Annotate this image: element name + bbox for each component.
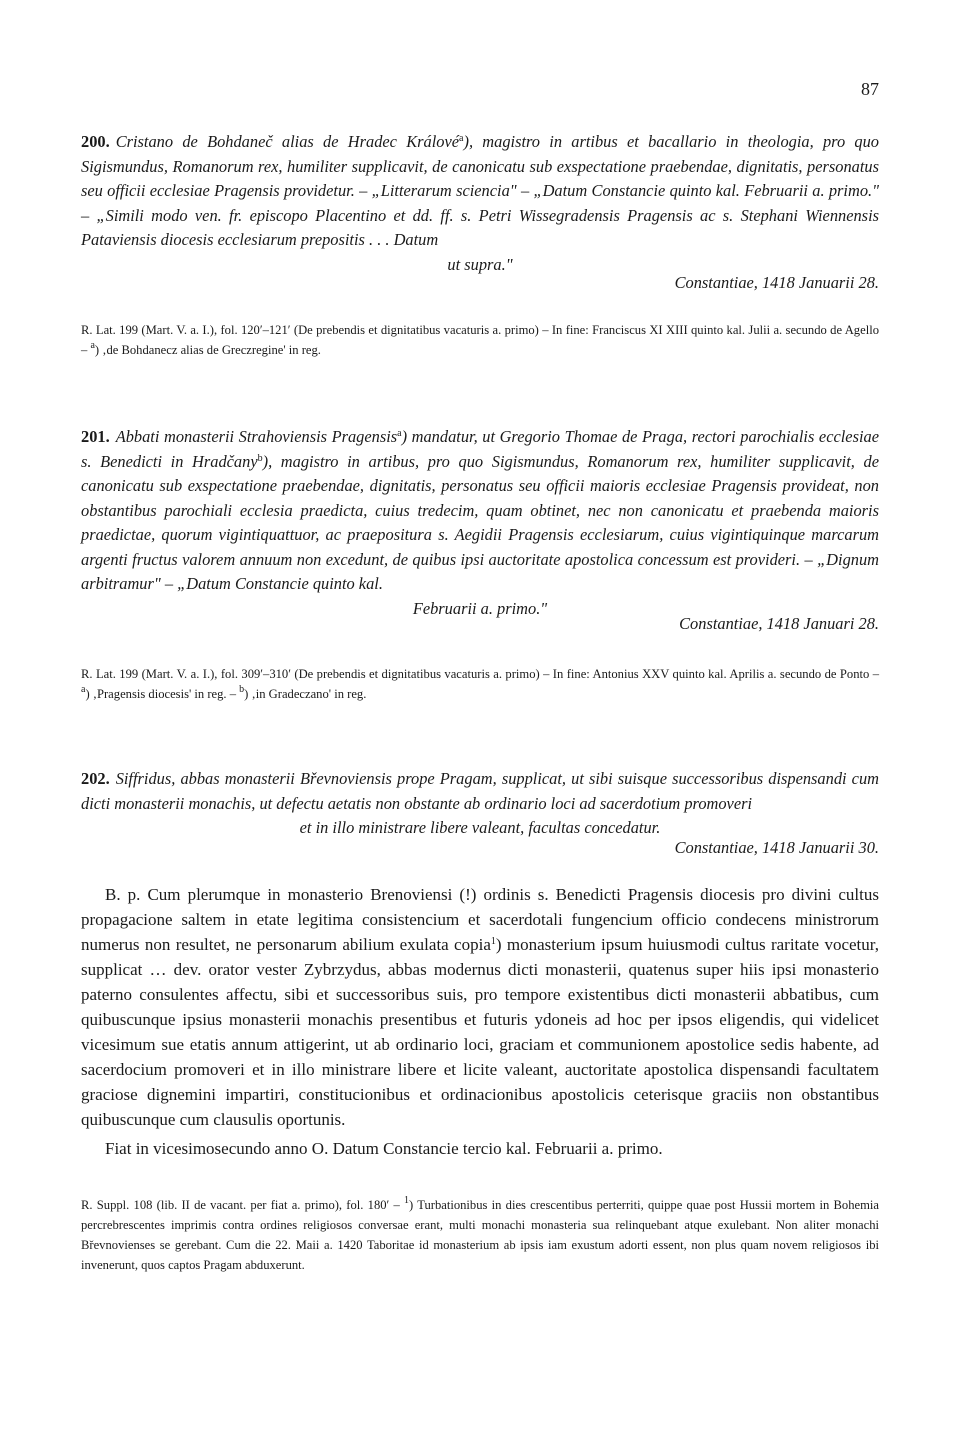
apparatus-text: R. Suppl. 108 (lib. II de vacant. per fiat a. primo), fol. 180′ – (81, 1198, 405, 1212)
entry-text: ), magistro in artibus et bacallario in theologia, pro quo Sigismundus, Romanorum rex, humiliter supplicavit, de canonicatu sub exspectatione praebendae, dignitatis, personatus seu officii ecclesiae Pragensis providetur. – „Litterarum sciencia" – „Datum Constancie quinto kal. Februarii a. primo." – „Simili modo ven. fr. episcopo Placentino et dd. ff. s. Petri Wissegradensis Pragensis ac s. Stephani Wiennensis Pataviensis diocesis ecclesiarum prepositis . . . Datum (81, 132, 879, 249)
body-text: B. p. Cum plerumque in monasterio Brenoviensi (!) ordinis s. Benedicti Pragensis diocesis pro divini cultus propagacione saltem in etate legitima consistencium et sacerdotali fungencium officio condecens ministrorum numerus non resultet, ne personarum abilium exulata copia (81, 885, 879, 954)
entry-200-apparatus (81, 320, 879, 360)
entry-text: Cristano de Bohdaneč alias de Hradec Králové (115, 132, 460, 151)
entry-202-date: Constantiae, 1418 Januarii 30. (674, 838, 879, 857)
entry-200-heading (81, 130, 879, 277)
footnote-marker: 1 (404, 1195, 410, 1206)
entry-text: Siffridus, abbas monasterii Břevnoviensis prope Pragam, supplicat, ut sibi suisque successoribus dispensandi cum dicti monasterii monachis, ut defectu aetatis non obstante ab ordinario loci ad sacerdotium promoveri (81, 769, 879, 813)
footnote-marker: a (459, 133, 464, 144)
entry-text: Abbati monasterii Strahoviensis Pragensis (115, 427, 398, 446)
entry-number: 202. (81, 769, 110, 788)
footnote-marker: a (81, 684, 86, 695)
entry-201-date: Constantiae, 1418 Januari 28. (679, 614, 879, 633)
entry-200-date: Constantiae, 1418 Januarii 28. (674, 273, 879, 292)
footnote-marker: a (90, 340, 95, 351)
entry-text: ), magistro in artibus, pro quo Sigismundus, Romanorum rex, humiliter supplicavit, de canonicatu sub exspectatione praebendae, dignitatis, personatus seu officii maioris ecclesiae Pragensis provideat, non obstantibus parochiali ecclesia praedicta, cuius tredecim, quam obtinet, nec non canonicatu et praebenda maioris praedictae, quorum vigintiquattuor, ac praepositura s. Aegidii Pragensis ecclesiarum, cuius vigintiquinque marcarum argenti fructus valorem annuum non excedunt, de quibus ipsi auctoritate apostolica concessum est provideri. – „Dignum arbitramur" – „Datum Constancie quinto kal. (81, 451, 879, 593)
entry-number: 201. (81, 427, 110, 446)
apparatus-text: R. Lat. 199 (Mart. V. a. I.), fol. 120′–121′ (De prebendis et dignitatibus vacaturis a. primo) – In fine: Franciscus XI XIII quinto kal. Julii a. secundo de Agello – (81, 323, 879, 357)
footnote-marker: a (397, 428, 402, 439)
entry-text-last-line: Februarii a. primo." (412, 598, 548, 618)
footnote-marker: 1 (490, 936, 496, 947)
entry-text-last-line: ut supra." (447, 254, 513, 274)
apparatus-text: ) ‚in Gradeczano' in reg. (244, 687, 367, 701)
entry-202-body (81, 882, 879, 1161)
body-paragraph: Fiat in vicesimosecundo anno O. Datum Constancie tercio kal. Februarii a. primo. (105, 1139, 663, 1158)
body-text: ) monasterium ipsum huiusmodi cultus raritate vocetur, supplicat … dev. orator vester Zybrzydus, abbas modernus dicti monasterii, quatenus super hiis ipsi monasterio paterno consulentes affectu, sibi et successoribus suis, pro tempore existentibus dicti monasterii abbatibus, cum quibuscunque ipsius monasterii monachis presentibus et futuris ydoneis ad hoc per ipsos eligendis, qui videlicet vicesimum sue etatis annum attigerint, ut ab ordinario loci, graciam et communionem apostolice sedis habente, ad sacerdocium promoveri et in illo ministrare libere et licite valeant, auctoritate apostolica dispensandi facultatem graciose dignemini impartiri, constitucionibus et ordinacionibus apostolicis ceterisque graciis non obstantibus quibuscunque cum clausulis oportunis. (81, 935, 879, 1129)
entry-number: 200. (81, 132, 110, 151)
entry-201-heading (81, 425, 879, 621)
footnote-marker: b (239, 684, 245, 695)
entry-201-apparatus (81, 664, 879, 704)
entry-text: ) mandatur, ut Gregorio Thomae de Praga, rectori parochialis ecclesiae s. Benedicti in Hradčany (81, 427, 879, 471)
apparatus-text: ) ‚de Bohdanecz alias de Greczregine' in reg. (94, 343, 321, 357)
entry-202-apparatus (81, 1195, 879, 1275)
entry-202-heading (81, 767, 879, 841)
apparatus-text: ) ‚Pragensis diocesis' in reg. – (85, 687, 240, 701)
apparatus-text: ) Turbationibus in dies crescentibus perterriti, quippe quae post Hussii mortem in Bohemia percrebrescentes imprimis contra ordines religiosos conversae erant, multi monachi monasteria sua relinquebant atque exulebant. Non aliter monachi Břevnovienses se gerebant. Cum die 22. Maii a. 1420 Taboritae id monasterium ab ipsis iam exustum adorti essent, non plus quam novem religiosos ibi invenerunt, quos captos Pragam abduxerunt. (81, 1198, 879, 1272)
body-paragraph (81, 882, 879, 1132)
apparatus-text: R. Lat. 199 (Mart. V. a. I.), fol. 309′–310′ (De prebendis et dignitatibus vacaturis a. primo) – In fine: Antonius XXV quinto kal. Aprilis a. secundo de Ponto – (81, 667, 879, 681)
page-number: 87 (861, 79, 879, 99)
entry-text-last-line: et in illo ministrare libere valeant, facultas concedatur. (299, 818, 661, 837)
footnote-marker: b (257, 452, 263, 464)
